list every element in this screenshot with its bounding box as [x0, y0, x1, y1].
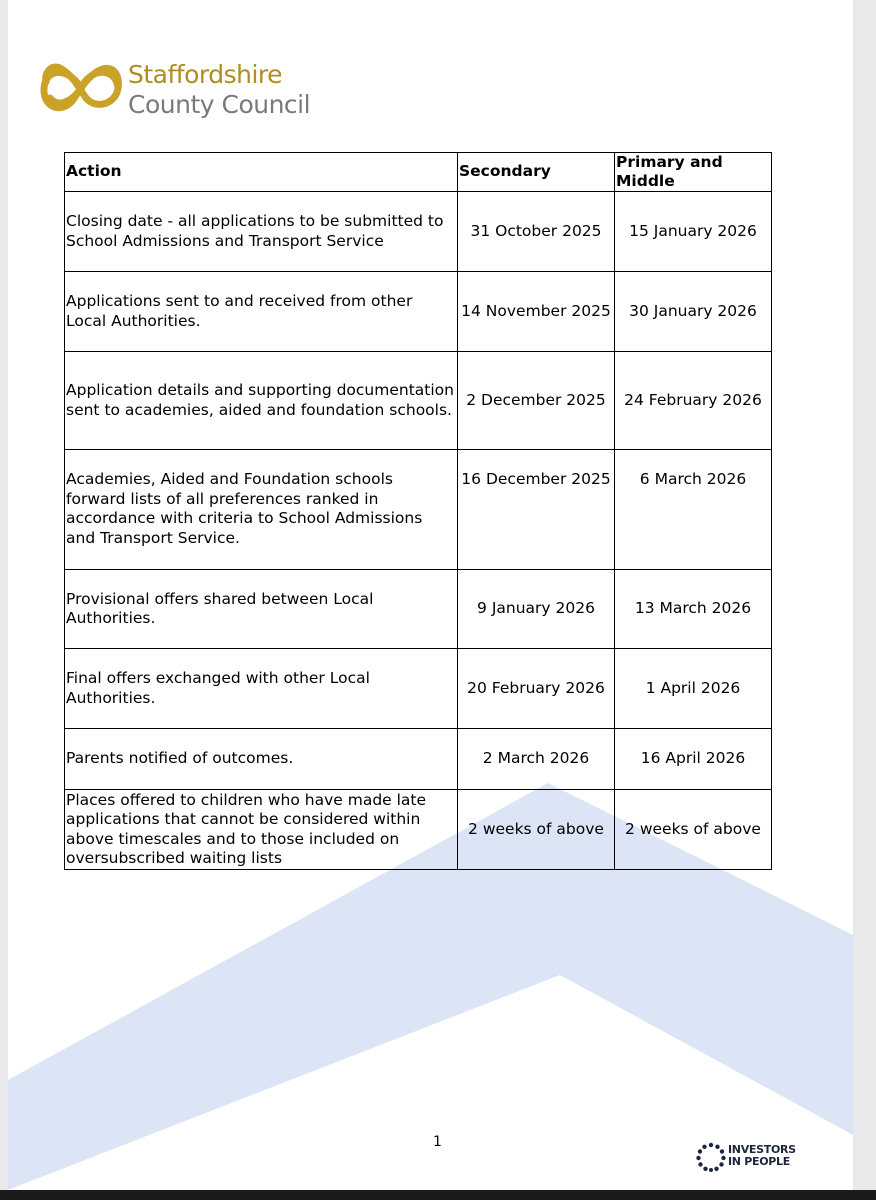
viewer-bottom-bar	[0, 1190, 876, 1200]
admissions-timetable	[64, 152, 772, 870]
header-primary-line1: Primary and	[616, 153, 723, 171]
row-primary-date: 6 March 2026	[615, 450, 772, 570]
row-primary-date: 30 January 2026	[615, 272, 772, 352]
table-row	[65, 570, 772, 649]
iip-line2: IN PEOPLE	[728, 1155, 790, 1168]
row-secondary-date: 31 October 2025	[458, 192, 615, 272]
table-row	[65, 450, 772, 570]
row-primary-date: 16 April 2026	[615, 729, 772, 790]
row-secondary-date: 9 January 2026	[458, 570, 615, 649]
row-primary-date: 2 weeks of above	[615, 790, 772, 870]
logo-text-staffordshire: Staffordshire	[128, 60, 283, 89]
row-primary-date: 15 January 2026	[615, 192, 772, 272]
table-row	[65, 352, 772, 450]
row-secondary-date: 16 December 2025	[458, 450, 615, 570]
row-action: Final offers exchanged with other Local Authorities.	[65, 649, 458, 729]
staffordshire-logo	[38, 58, 338, 124]
row-primary-date: 24 February 2026	[615, 352, 772, 450]
header-action: Action	[65, 153, 458, 192]
table-row	[65, 192, 772, 272]
table-row	[65, 649, 772, 729]
stafford-knot-icon	[38, 58, 124, 116]
document-page	[8, 0, 853, 1190]
row-secondary-date: 2 weeks of above	[458, 790, 615, 870]
row-action: Applications sent to and received from other Local Authorities.	[65, 272, 458, 352]
table-row	[65, 729, 772, 790]
header-secondary: Secondary	[458, 153, 615, 192]
investors-in-people-logo	[696, 1140, 806, 1174]
row-action: Application details and supporting documentation sent to academies, aided and foundation schools.	[65, 352, 458, 450]
iip-laurel-icon	[696, 1142, 726, 1172]
logo-text-county-council: County Council	[128, 90, 311, 119]
table-header-row	[65, 153, 772, 192]
row-action: Places offered to children who have made late applications that cannot be considered within above timescales and to those included on oversubscribed waiting lists	[65, 790, 458, 870]
header-primary-middle	[615, 153, 772, 192]
row-secondary-date: 14 November 2025	[458, 272, 615, 352]
row-secondary-date: 2 March 2026	[458, 729, 615, 790]
table-row	[65, 790, 772, 870]
row-action: Parents notified of outcomes.	[65, 729, 458, 790]
iip-text	[728, 1144, 796, 1168]
row-action: Academies, Aided and Foundation schools forward lists of all preferences ranked in accordance with criteria to School Admissions and Transport Service.	[65, 450, 458, 570]
header-primary-line2: Middle	[616, 172, 675, 190]
row-action: Provisional offers shared between Local Authorities.	[65, 570, 458, 649]
row-action: Closing date - all applications to be submitted to School Admissions and Transport Service	[65, 192, 458, 272]
table-row	[65, 272, 772, 352]
row-primary-date: 13 March 2026	[615, 570, 772, 649]
iip-line1: INVESTORS	[728, 1143, 796, 1156]
row-secondary-date: 2 December 2025	[458, 352, 615, 450]
row-primary-date: 1 April 2026	[615, 649, 772, 729]
page-number: 1	[433, 1134, 442, 1150]
viewer-margin	[853, 0, 876, 1190]
row-secondary-date: 20 February 2026	[458, 649, 615, 729]
